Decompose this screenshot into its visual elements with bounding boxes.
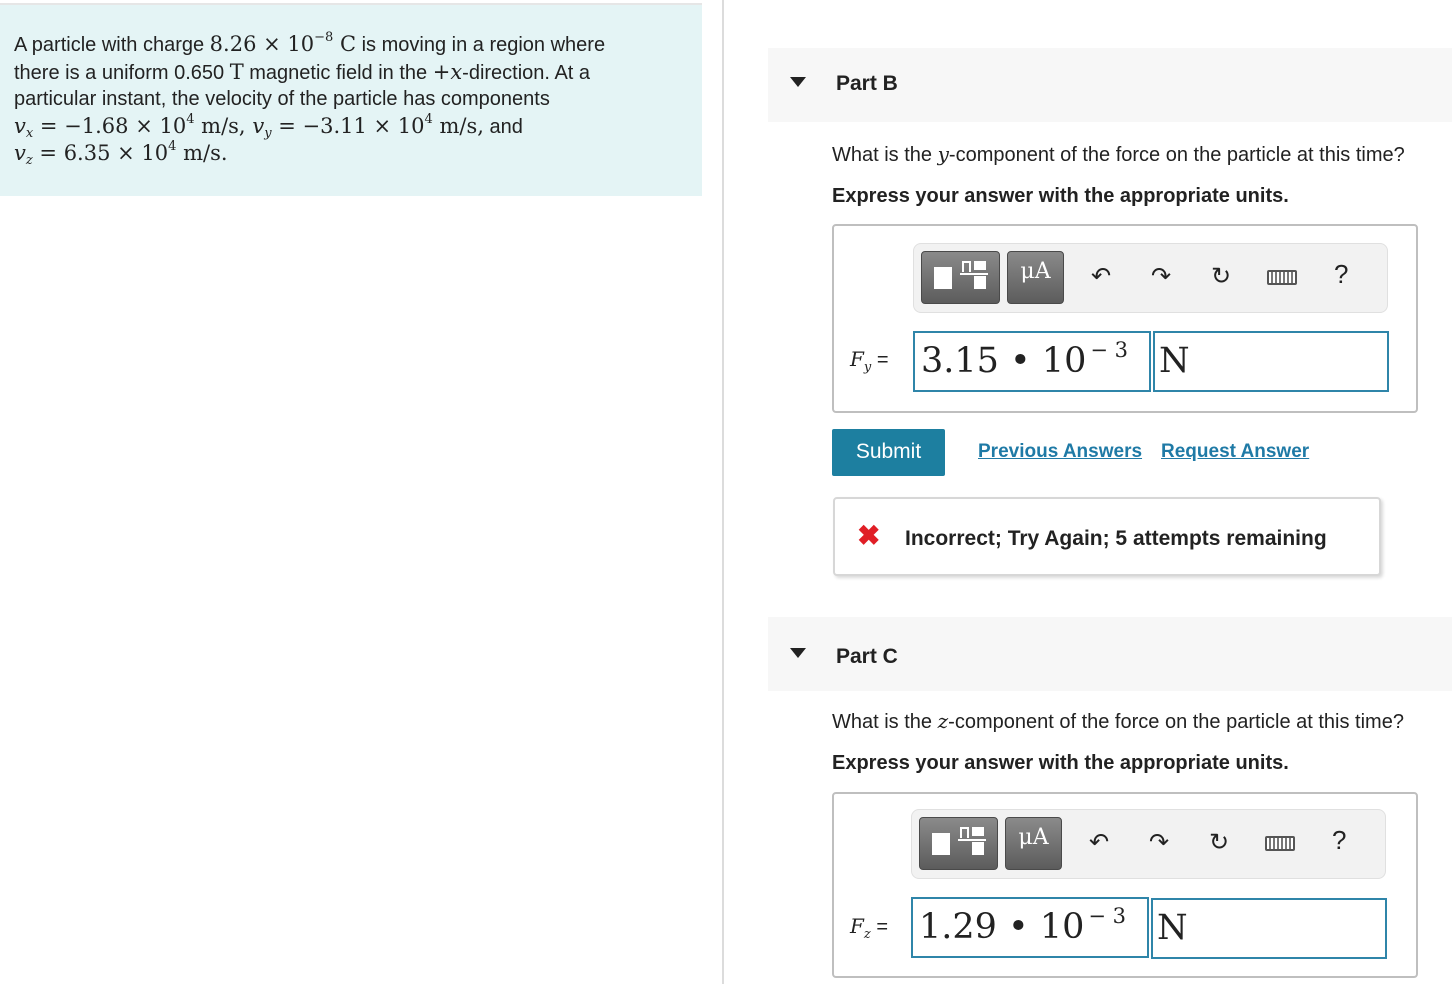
part-b-instruction: Express your answer with the appropriate units. — [832, 185, 1289, 207]
part-b-question: What is the y-component of the force on the particle at this time? — [832, 142, 1405, 166]
fy-unit-input[interactable]: N — [1153, 331, 1389, 392]
units-button[interactable]: μA — [1007, 251, 1064, 304]
problem-line-5: $v_z = 6.35 \times 10^4$ m/s. — [14, 139, 228, 168]
fz-unit-input[interactable]: N — [1151, 898, 1387, 959]
problem-line-2: there is a uniform 0.650 T magnetic field in the +x-direction. At a — [14, 59, 591, 84]
undo-icon[interactable]: ↶ — [1088, 829, 1110, 856]
part-c-question: What is the z-component of the force on the particle at this time? — [832, 709, 1404, 733]
math-toolbar — [913, 243, 1388, 313]
feedback-box — [833, 497, 1381, 576]
keyboard-icon[interactable] — [1267, 270, 1297, 285]
reset-icon[interactable]: ↻ — [1210, 263, 1232, 290]
fy-label: $F_y$ = — [850, 347, 889, 375]
collapse-triangle-icon[interactable] — [790, 648, 806, 658]
problem-line-4: $v_x = -1.68 \times 10^4$ m/s, $v_y = -3.11 \times 10^4$ m/s, and — [14, 111, 523, 141]
templates-icon — [932, 833, 950, 855]
units-button[interactable]: μA — [1005, 817, 1062, 870]
previous-answers-link[interactable]: Previous Answers — [978, 441, 1143, 462]
part-c-instruction: Express your answer with the appropriate units. — [832, 752, 1289, 774]
fz-label: $F_z$ = — [850, 914, 888, 942]
templates-button[interactable] — [921, 251, 1000, 304]
fy-value-input[interactable]: 3.15 • 10 $^{- 3}$ — [913, 331, 1151, 392]
part-b-answer-box — [832, 224, 1418, 413]
redo-icon[interactable]: ↷ — [1148, 829, 1170, 856]
part-b-title: Part B — [836, 72, 898, 95]
help-icon[interactable]: ? — [1334, 259, 1349, 289]
collapse-triangle-icon[interactable] — [790, 77, 806, 87]
part-c-answer-box — [832, 792, 1418, 978]
math-toolbar — [911, 809, 1386, 879]
problem-line-1: A particle with charge $8.26 \times 10^{-8}$ C is moving in a region where — [14, 30, 606, 56]
incorrect-icon: ✖ — [857, 520, 881, 551]
problem-statement — [0, 5, 702, 196]
templates-icon — [934, 267, 952, 289]
part-c-title: Part C — [836, 645, 898, 668]
part-c-header[interactable] — [768, 617, 1452, 691]
submit-button[interactable]: Submit — [832, 429, 945, 476]
request-answer-link[interactable]: Request Answer — [1161, 441, 1310, 462]
problem-line-3: particular instant, the velocity of the particle has components — [14, 88, 550, 110]
reset-icon[interactable]: ↻ — [1208, 829, 1230, 856]
fz-value-input[interactable]: 1.29 • 10 $^{- 3}$ — [911, 897, 1149, 958]
redo-icon[interactable]: ↷ — [1150, 263, 1172, 290]
feedback-message: Incorrect; Try Again; 5 attempts remaining — [905, 527, 1327, 550]
undo-icon[interactable]: ↶ — [1090, 263, 1112, 290]
part-b-header[interactable] — [768, 48, 1452, 122]
templates-button[interactable] — [919, 817, 998, 870]
keyboard-icon[interactable] — [1265, 836, 1295, 851]
panel-divider — [722, 0, 724, 984]
help-icon[interactable]: ? — [1332, 825, 1347, 855]
